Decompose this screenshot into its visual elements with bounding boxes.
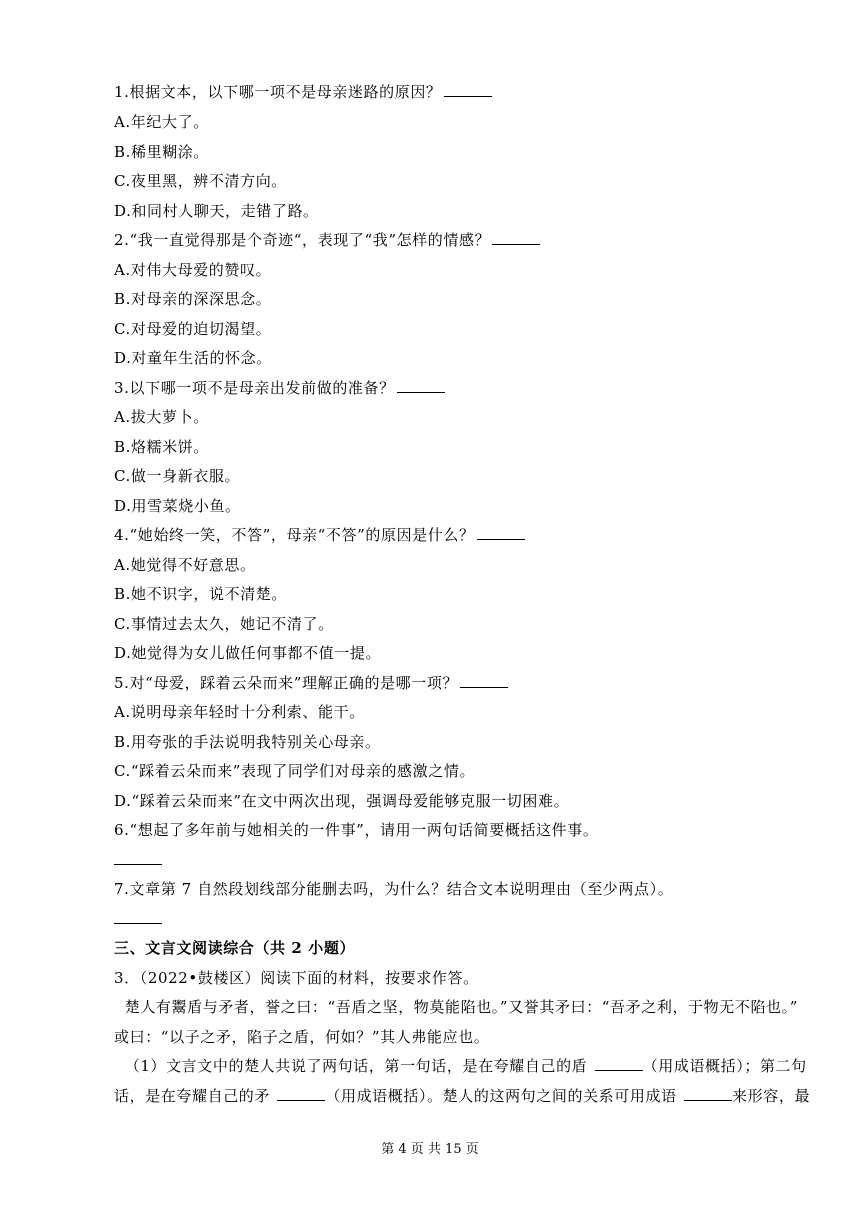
- option: C.对母爱的迫切渴望。: [114, 320, 272, 338]
- option: D.对童年生活的怀念。: [114, 349, 272, 367]
- option: A.拔大萝卜。: [114, 408, 209, 426]
- answer-blank[interactable]: [397, 378, 445, 393]
- option: A.对伟大母爱的赞叹。: [114, 261, 272, 279]
- question-text: 4.“她始终一笑，不答”，母亲“不答”的原因是什么？: [114, 526, 475, 544]
- question-text: 5.对“母爱，踩着云朵而来”理解正确的是哪一项？: [114, 674, 459, 692]
- question-6: 6.“想起了多年前与她相关的一件事”，请用一两句话简要概括这件事。: [114, 821, 599, 839]
- answer-blank[interactable]: [684, 1086, 732, 1101]
- passage-line: 或曰：“以子之矛，陷子之盾，何如？”其人弗能应也。: [114, 1028, 490, 1046]
- answer-blank[interactable]: [595, 1056, 643, 1071]
- option: D.用雪菜烧小鱼。: [114, 497, 241, 515]
- page-footer: 第 4 页 共 15 页: [381, 1142, 479, 1157]
- answer-blank[interactable]: [444, 82, 492, 97]
- option: C.事情过去太久，她记不清了。: [114, 615, 334, 633]
- question-text: 3.以下哪一项不是母亲出发前做的准备？: [114, 379, 395, 397]
- option: D.她觉得为女儿做任何事都不值一提。: [114, 644, 382, 662]
- passage-line: 楚人有鬻盾与矛者，誉之曰：“吾盾之坚，物莫能陷也。”又誉其矛曰：“吾矛之利，于物无不陷也。”: [114, 998, 799, 1016]
- answer-blank[interactable]: [277, 1086, 325, 1101]
- question-3: [114, 378, 445, 398]
- option: C.夜里黑，辨不清方向。: [114, 172, 287, 190]
- option: B.用夸张的手法说明我特别关心母亲。: [114, 733, 381, 751]
- answer-blank[interactable]: [492, 230, 540, 245]
- option: C.做一身新衣服。: [114, 467, 241, 485]
- question-1: [114, 82, 492, 102]
- option: B.对母亲的深深思念。: [114, 290, 272, 308]
- question-text: 2.“我一直觉得那是个奇迹“，表现了“我”怎样的情感？: [114, 231, 491, 249]
- question-text: 1.根据文本，以下哪一项不是母亲迷路的原因？: [114, 83, 442, 101]
- option: B.烙糯米饼。: [114, 438, 209, 456]
- option: A.她觉得不好意思。: [114, 556, 256, 574]
- question-5: [114, 673, 508, 693]
- option: B.她不识字，说不清楚。: [114, 585, 287, 603]
- section-heading: 三、文言文阅读综合（共 2 小题）: [114, 939, 356, 957]
- question-4: [114, 525, 525, 545]
- option: A.年纪大了。: [114, 113, 209, 131]
- option: D.和同村人聊天，走错了路。: [114, 202, 319, 220]
- answer-blank[interactable]: [477, 525, 525, 540]
- answer-blank[interactable]: [460, 673, 508, 688]
- question-7: 7.文章第 7 自然段划线部分能删去吗，为什么？结合文本说明理由（至少两点）。: [114, 880, 674, 898]
- option: C.“踩着云朵而来”表现了同学们对母亲的感激之情。: [114, 762, 476, 780]
- option: D.“踩着云朵而来”在文中两次出现，强调母爱能够克服一切困难。: [114, 792, 570, 810]
- question-intro: 3．（2022•鼓楼区）阅读下面的材料，按要求作答。: [114, 969, 479, 987]
- option: A.说明母亲年轻时十分利索、能干。: [114, 703, 365, 721]
- subquestion-1: （1）文言文中的楚人共说了两句话，第一句话，是在夸耀自己的盾 （用成语概括）；第二句: [114, 1057, 807, 1075]
- question-2: [114, 230, 540, 250]
- answer-line[interactable]: [114, 850, 162, 870]
- option: B.稀里糊涂。: [114, 143, 209, 161]
- subquestion-1-cont: 话，是在夸耀自己的矛 （用成语概括）。楚人的这两句之间的关系可用成语 来形容，最: [114, 1087, 811, 1105]
- answer-line[interactable]: [114, 909, 162, 929]
